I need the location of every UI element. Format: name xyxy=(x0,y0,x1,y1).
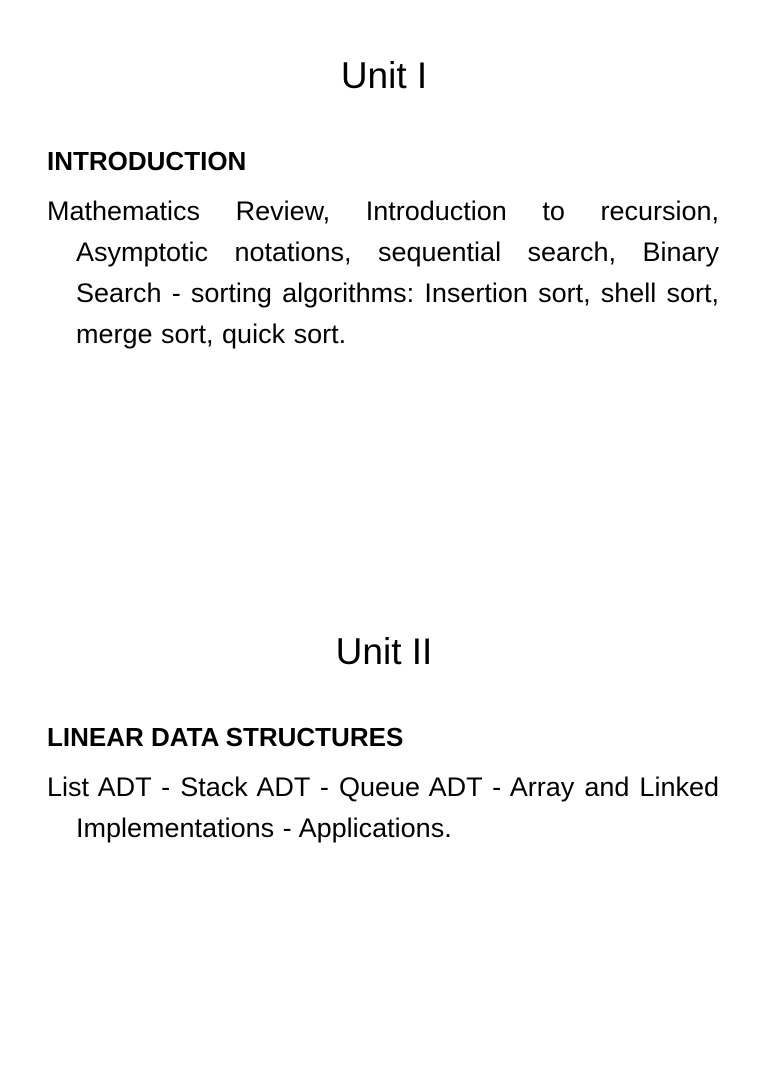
unit-title: Unit I xyxy=(340,55,428,96)
section-heading: LINEAR DATA STRUCTURES xyxy=(47,722,404,752)
slide-unit-2 xyxy=(0,576,768,1088)
unit-title: Unit II xyxy=(335,631,433,672)
section-body: List ADT - Stack ADT - Queue ADT - Array and Linked Implementations - Applications. xyxy=(47,772,719,843)
section-heading: INTRODUCTION xyxy=(47,146,247,176)
section-body: Mathematics Review, Introduction to recursion, Asymptotic notations, sequential search, Binary Search - sorting algorithms: Insertion sort, shell sort, merge sort, quick sort. xyxy=(47,196,719,349)
slide-unit-1 xyxy=(0,0,768,512)
